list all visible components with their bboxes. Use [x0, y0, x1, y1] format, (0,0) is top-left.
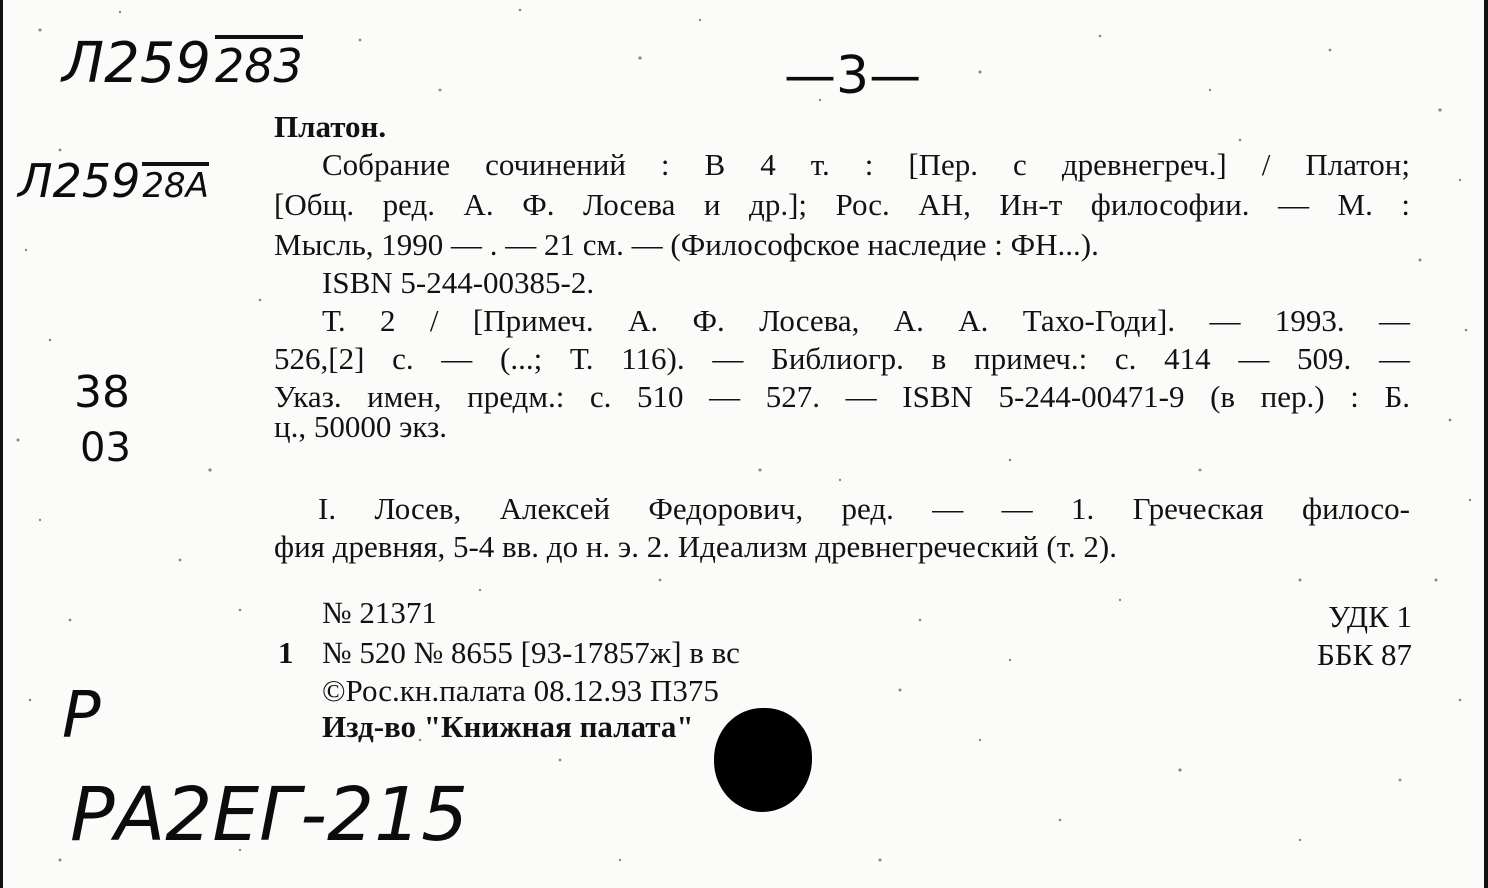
numbers-line: № 520 № 8655 [93-17857ж] в вс: [322, 635, 740, 670]
tracings-line-1: I. Лосев, Алексей Федорович, ред. — — 1. Греческая филосо-: [318, 491, 1410, 526]
footer-marker: 1: [278, 635, 294, 670]
card-left-edge: [0, 0, 3, 888]
title-line-2: [Общ. ред. А. Ф. Лосева и др.]; Рос. АН, Ин-т философии. — М. :: [274, 187, 1410, 222]
handwritten-letter-p: Р: [62, 679, 101, 753]
volume-line-3: Указ. имен, предм.: с. 510 — 527. — ISBN 5-244-00471-9 (в пер.) : Б.: [274, 379, 1410, 414]
title-line-3: Мысль, 1990 — . — 21 см. — (Философское наследие : ФН...).: [274, 227, 1099, 262]
copyright-line: ©Рос.кн.палата 08.12.93 П375: [322, 673, 719, 708]
record-number: № 21371: [322, 595, 437, 630]
margin-note-38: 38: [74, 367, 130, 418]
bbk-code: ББК 87: [1316, 637, 1412, 672]
shelfmark-top-main: Л259: [62, 31, 211, 96]
isbn-set: ISBN 5-244-00385-2.: [322, 265, 595, 300]
shelfmark-top-fraction: 283: [215, 35, 303, 91]
handwritten-code-bottom: РА2ЕГ-215: [70, 772, 469, 858]
margin-note-03: 03: [80, 425, 131, 471]
shelfmark-top: [62, 32, 303, 96]
publisher-line: Изд-во "Книжная палата": [322, 709, 694, 744]
author-heading: Платон.: [274, 109, 387, 144]
title-line-1: Собрание сочинений : В 4 т. : [Пер. с древнегреч.] / Платон;: [322, 147, 1410, 182]
volume-line-4: ц., 50000 экз.: [274, 409, 448, 444]
punch-hole: [714, 708, 812, 812]
shelfmark-left-fraction: 28A: [142, 162, 209, 206]
shelfmark-left-main: Л259: [18, 154, 141, 208]
volume-line-2: 526,[2] с. — (...; Т. 116). — Библиогр. в примеч.: с. 414 — 509. —: [274, 341, 1410, 376]
shelfmark-left: [18, 132, 209, 208]
udk-code: УДК 1: [1328, 599, 1412, 634]
tracings-line-2: фия древняя, 5-4 вв. до н. э. 2. Идеализм древнегреческий (т. 2).: [274, 529, 1117, 564]
page-number: —3—: [784, 46, 922, 106]
card-right-edge: [1484, 0, 1488, 888]
volume-line-1: Т. 2 / [Примеч. А. Ф. Лосева, А. А. Тахо-Годи]. — 1993. —: [322, 303, 1410, 338]
